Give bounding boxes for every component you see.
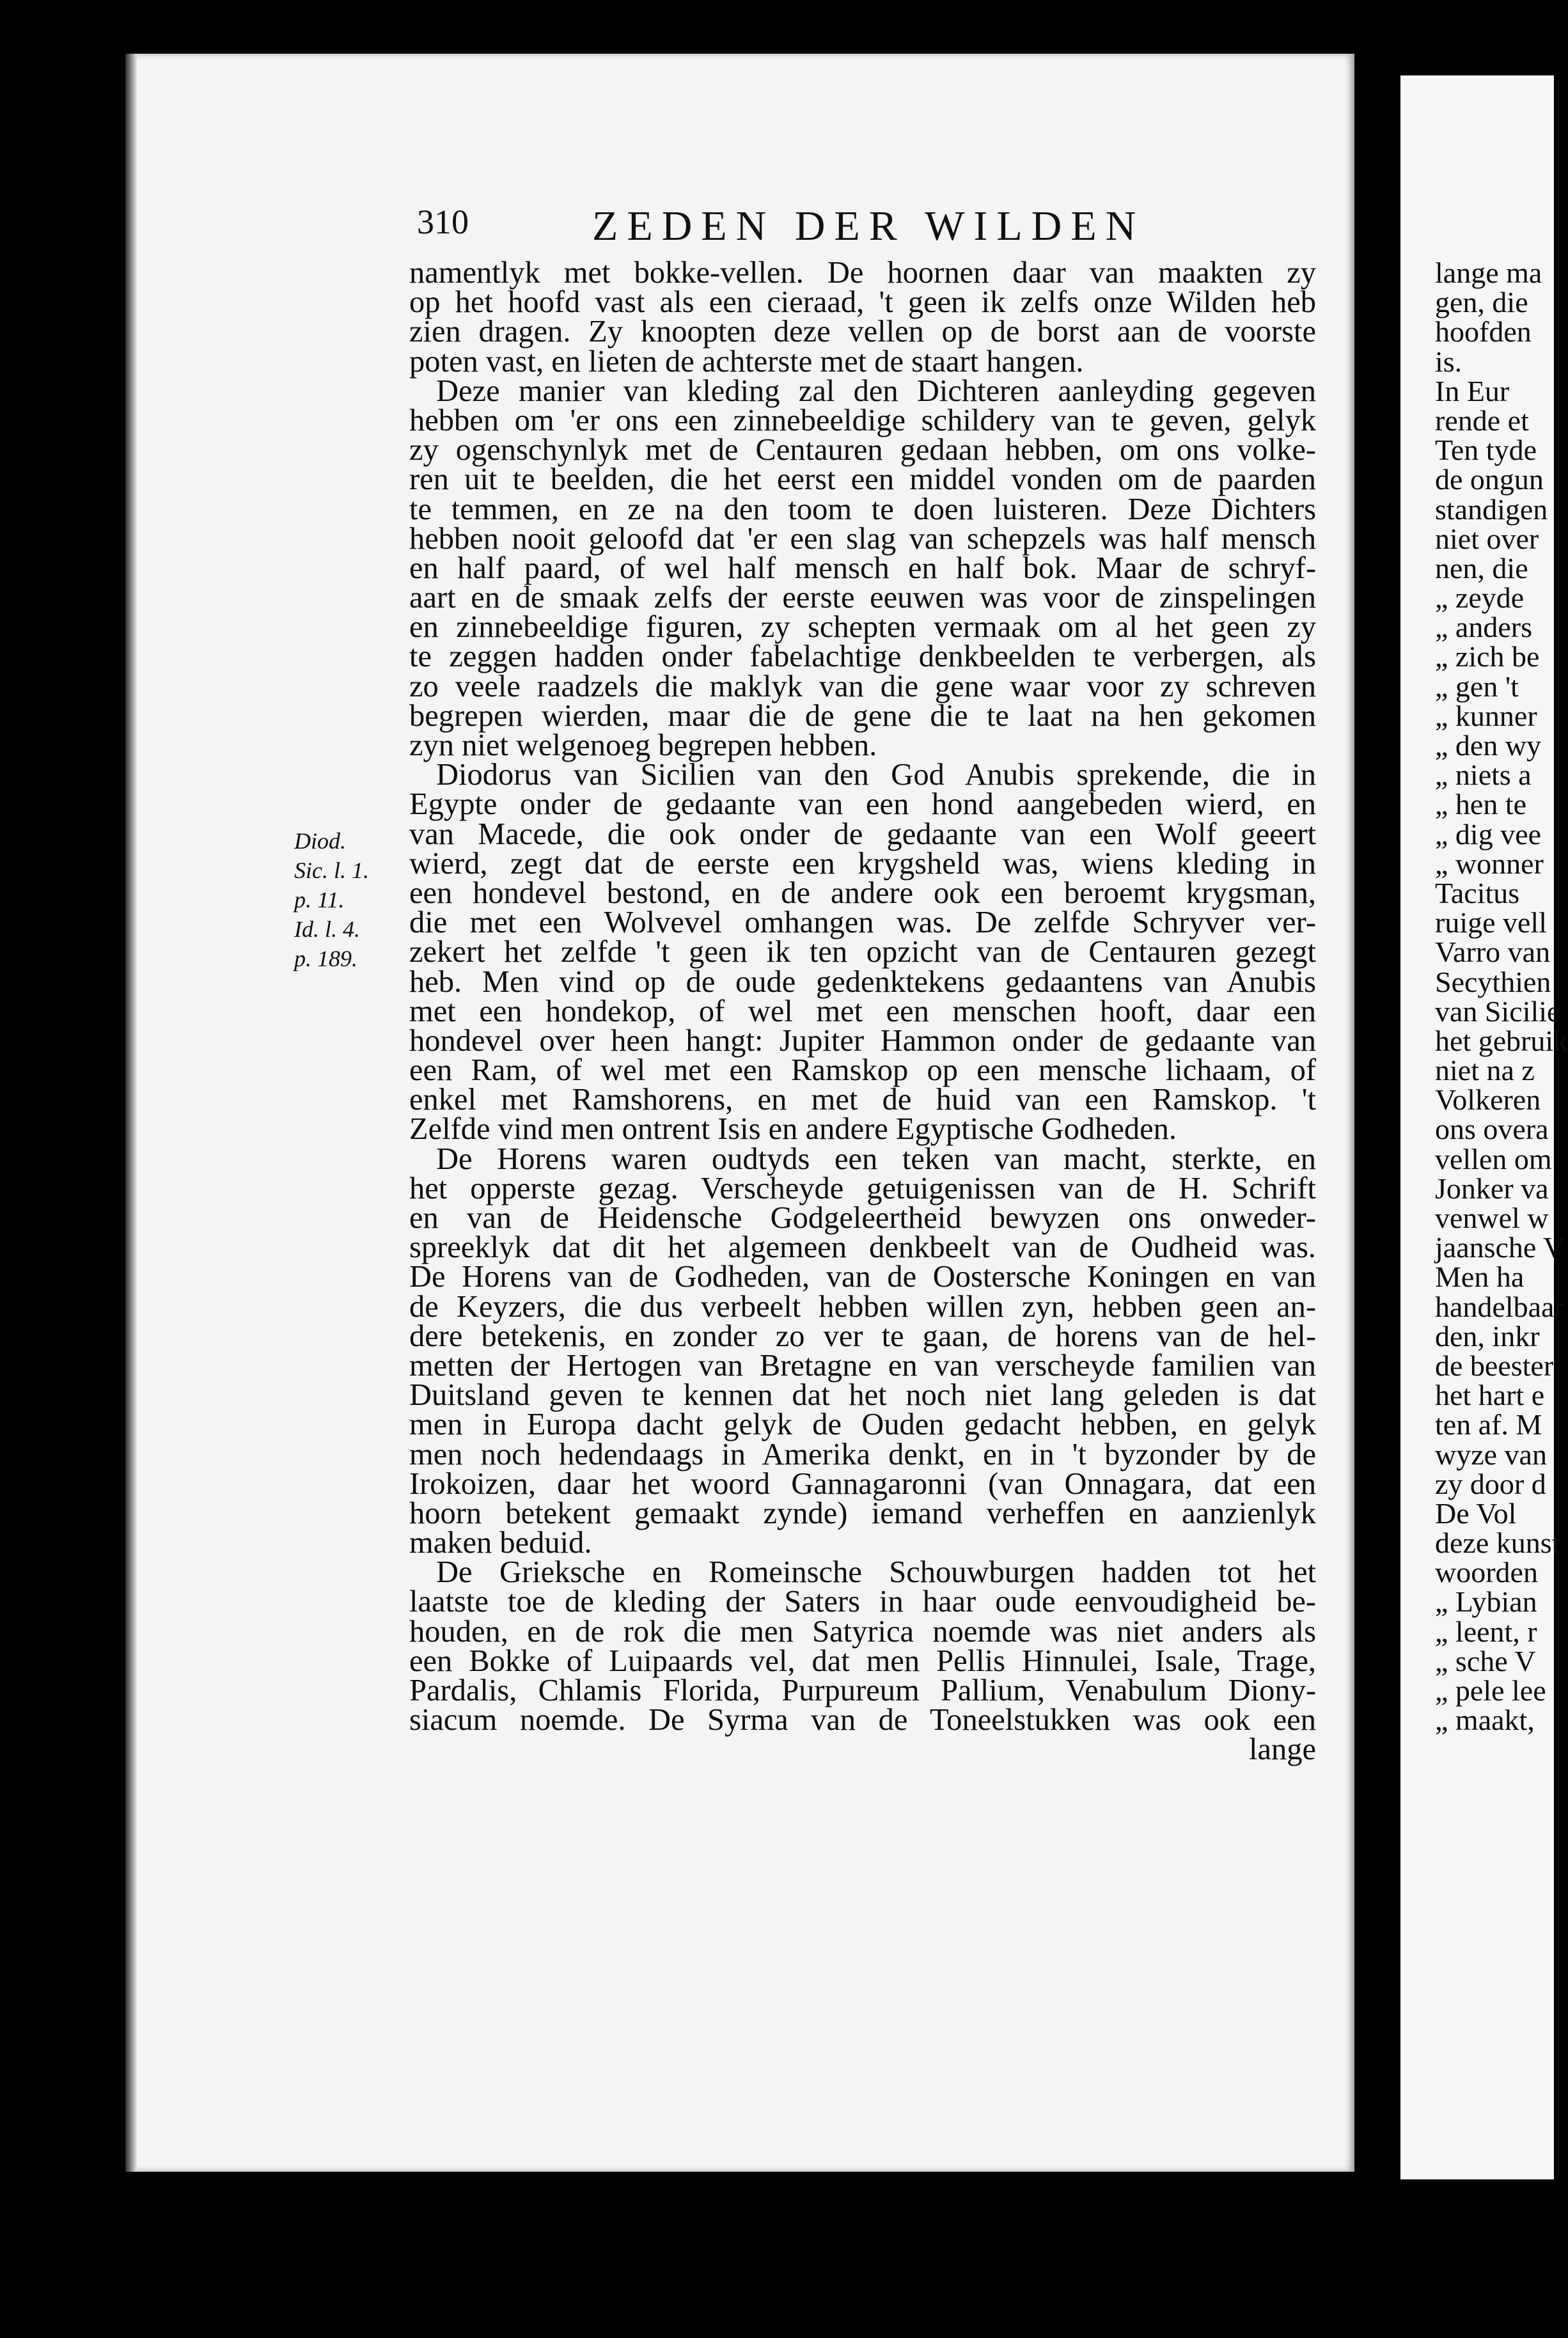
text-line: en van de Heidensche Godgeleertheid bewyzen ons onweder- — [409, 1201, 1316, 1235]
right-text-line: ruige vell — [1435, 906, 1547, 939]
right-text-line: „ gen 't — [1435, 670, 1519, 703]
text-line: heb. Men vind op de oude gedenktekens gedaantens van Anubis — [409, 964, 1316, 999]
catchword: lange — [1248, 1732, 1316, 1767]
right-text-line: ten af. M — [1435, 1408, 1542, 1441]
right-text-line: Varro van — [1435, 936, 1551, 969]
text-line: de Keyzers, die dus verbeelt hebben willen zyn, hebben geen an- — [409, 1289, 1316, 1324]
right-text-line: Ten tyde — [1435, 434, 1537, 467]
text-line: Pardalis, Chlamis Florida, Purpureum Pallium, Venabulum Diony- — [409, 1674, 1316, 1707]
text-line: een Bokke of Luipaards vel, dat men Pellis Hinnulei, Isale, Trage, — [409, 1644, 1316, 1678]
text-line: maken beduid. — [409, 1526, 592, 1560]
text-line: De Horens van de Godheden, van de Oostersche Koningen en van — [409, 1260, 1316, 1294]
right-text-line: „ hen te — [1435, 788, 1527, 821]
text-line: een hondevel bestond, en de andere ook een beroemt krygsman, — [409, 875, 1316, 910]
right-text-line: „ leent, r — [1435, 1615, 1537, 1648]
right-text-line: „ niets a — [1435, 758, 1532, 792]
right-text-line: den, inkr — [1435, 1319, 1540, 1353]
text-line: zy ogenschynlyk met de Centauren gedaan hebben, om ons volke- — [409, 433, 1316, 467]
body-text — [409, 258, 1316, 1765]
text-line: zekert het zelfde 't geen ik ten opzicht van de Centauren gezegt — [409, 935, 1316, 969]
text-line: begrepen wierden, maar die de gene die te laat na hen gekomen — [409, 698, 1316, 733]
right-text-line: Volkeren — [1435, 1083, 1541, 1117]
right-text-line: gen, die — [1435, 286, 1528, 319]
right-text-line: Tacitus — [1435, 876, 1520, 909]
text-line: poten vast, en lieten de achterste met de staart hangen. — [409, 344, 1084, 379]
text-line: Egypte onder de gedaante van een hond aangebeden wierd, en — [409, 787, 1316, 822]
margin-note-line: Id. l. 4. — [294, 916, 360, 942]
right-text-line: standigen — [1435, 492, 1548, 526]
text-line: enkel met Ramshorens, en met de huid van een Ramskop. 't — [409, 1083, 1316, 1117]
right-text-line: deze kunst — [1435, 1526, 1560, 1560]
text-line: met een hondekop, of wel met een menschen hooft, daar een — [409, 994, 1316, 1028]
right-text-line: Secythien — [1435, 965, 1551, 998]
right-text-line: lange ma — [1435, 256, 1542, 289]
right-text-line: de ongun — [1435, 463, 1544, 496]
text-line: ren uit te beelden, die het eerst een middel vonden om de paarden — [409, 462, 1316, 497]
text-line: spreeklyk dat dit het algemeen denkbeelt van de Oudheid was. — [409, 1230, 1316, 1265]
text-line: aart en de smaak zelfs der eerste eeuwen was voor de zinspelingen — [409, 581, 1316, 615]
text-line: siacum noemde. De Syrma van de Toneelstukken was ook een — [409, 1703, 1316, 1738]
text-line: hoorn betekent gemaakt zynde) iemand verheffen en aanzienlyk — [409, 1496, 1316, 1530]
text-line: men in Europa dacht gelyk de Ouden gedacht hebben, en gelyk — [409, 1408, 1316, 1442]
right-text-line: de beester — [1435, 1349, 1554, 1382]
text-line: Irokoizen, daar het woord Gannagaronni (van Onnagara, dat een — [409, 1466, 1316, 1501]
text-line: op het hoofd vast als een cieraad, 't geen ik zelfs onze Wilden heb — [409, 285, 1316, 320]
text-line: Diodorus van Sicilien van den God Anubis sprekende, die in — [436, 758, 1316, 792]
text-line: houden, en de rok die men Satyrica noemde was niet anders als — [409, 1614, 1316, 1649]
margin-note-line: p. 11. — [294, 887, 345, 913]
right-text-line: is. — [1435, 345, 1462, 378]
right-text-line: het hart e — [1435, 1379, 1545, 1412]
text-line: men noch hedendaags in Amerika denkt, en in 't byzonder by de — [409, 1437, 1316, 1471]
right-text-line: zy door d — [1435, 1467, 1546, 1500]
right-text-line: „ dig vee — [1435, 817, 1542, 851]
text-line: het opperste gezag. Verscheyde getuigenissen van de H. Schrift — [409, 1171, 1316, 1205]
text-line: wierd, zegt dat de eerste een krygsheld was, wiens kleding in — [409, 846, 1316, 881]
right-text-line: In Eur — [1435, 374, 1510, 407]
text-line: Duitsland geven te kennen dat het noch niet lang geleden is dat — [409, 1378, 1316, 1413]
right-text-line: „ anders — [1435, 611, 1532, 644]
right-text-line: „ kunner — [1435, 699, 1537, 732]
text-line: hebben nooit geloofd dat 'er een slag van schepzels was half mensch — [409, 521, 1316, 556]
text-line: en half paard, of wel half mensch en half bok. Maar de schryf- — [409, 551, 1316, 585]
right-text-line: woorden — [1435, 1556, 1538, 1589]
right-text-line: „ Lybian — [1435, 1585, 1537, 1619]
right-text-line: „ wonner — [1435, 847, 1544, 880]
text-line: een Ram, of wel met een Ramskop op een mensche lichaam, of — [409, 1053, 1316, 1088]
right-page-text — [1435, 256, 1568, 1737]
text-line: De Grieksche en Romeinsche Schouwburgen hadden tot het — [436, 1555, 1316, 1590]
right-text-line: handelbaar — [1435, 1290, 1564, 1323]
text-line: zyn niet welgenoeg begrepen hebben. — [409, 728, 877, 762]
text-line: dere betekenis, en zonder zo ver te gaan, de horens van de hel- — [409, 1319, 1316, 1353]
text-line: hondevel over heen hangt: Jupiter Hammon onder de gedaante van — [409, 1023, 1316, 1058]
text-line: te zeggen hadden onder fabelachtige denkbeelden te verbergen, als — [409, 639, 1316, 674]
running-title: ZEDEN DER WILDEN — [592, 203, 1145, 249]
text-line: te temmen, en ze na den toom te doen luisteren. Deze Dichters — [409, 492, 1316, 526]
text-line: zien dragen. Zy knoopten deze vellen op de borst aan de voorste — [409, 315, 1316, 349]
right-text-line: „ maakt, — [1435, 1704, 1535, 1737]
right-text-line: „ zich be — [1435, 640, 1540, 673]
right-text-line: niet na z — [1435, 1054, 1535, 1087]
right-text-line: ons overa — [1435, 1113, 1549, 1146]
margin-note-line: Diod. — [294, 828, 346, 854]
text-line: hebben om 'er ons een zinnebeeldige schildery van te geven, gelyk — [409, 403, 1316, 437]
text-line: De Horens waren oudtyds een teken van macht, sterkte, en — [436, 1142, 1316, 1176]
right-text-line: „ sche V — [1435, 1644, 1536, 1677]
right-text-line: Jonker va — [1435, 1172, 1549, 1205]
text-line: Deze manier van kleding zal den Dichteren aanleyding gegeven — [436, 373, 1316, 408]
right-text-line: niet over — [1435, 522, 1539, 555]
right-text-line: vellen om — [1435, 1142, 1552, 1175]
text-line: en zinnebeeldige figuren, zy schepten vermaak om al het geen zy — [409, 610, 1316, 645]
margin-note-line: p. 189. — [294, 946, 357, 971]
text-line: die met een Wolvevel omhangen was. De zelfde Schryver ver- — [409, 906, 1316, 940]
text-line: laatste toe de kleding der Saters in haar oude eenvoudigheid be- — [409, 1585, 1316, 1619]
right-text-line: jaansche V — [1435, 1231, 1565, 1264]
margin-note-line: Sic. l. 1. — [294, 858, 369, 883]
right-text-line: „ den wy — [1435, 729, 1542, 762]
right-text-line: nen, die — [1435, 551, 1528, 584]
text-line: van Macede, die ook onder de gedaante van een Wolf geeert — [409, 817, 1316, 851]
right-text-line: De Vol — [1435, 1496, 1517, 1530]
text-line: namentlyk met bokke-vellen. De hoornen daar van maakten zy — [409, 256, 1316, 290]
right-text-line: van Sicilie — [1435, 994, 1560, 1028]
text-line: metten der Hertogen van Bretagne en van verscheyde familien van — [409, 1348, 1316, 1383]
running-head — [292, 202, 1308, 253]
right-text-line: het gebruik — [1435, 1024, 1568, 1057]
right-text-line: hoofden — [1435, 315, 1532, 349]
margin-note — [294, 826, 390, 973]
right-text-line: „ zeyde — [1435, 581, 1525, 615]
text-line: zo veele raadzels die maklyk van die gene waar voor zy schreven — [409, 669, 1316, 703]
text-line: Zelfde vind men ontrent Isis en andere Egyptische Godheden. — [409, 1112, 1177, 1147]
right-text-line: wyze van — [1435, 1438, 1547, 1471]
page-number: 310 — [417, 203, 469, 241]
right-text-line: rende et — [1435, 404, 1529, 437]
right-text-line: „ pele lee — [1435, 1674, 1546, 1707]
right-text-line: Men ha — [1435, 1260, 1525, 1294]
right-text-line: venwel w — [1435, 1202, 1549, 1234]
